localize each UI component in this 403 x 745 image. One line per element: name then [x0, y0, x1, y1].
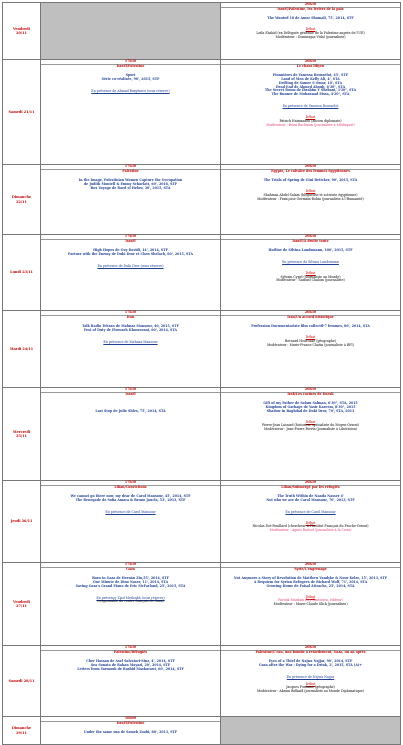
presence-note: En présence de Mahnaz Mansour — [103, 339, 158, 344]
slot-time: 20h30 — [304, 164, 317, 168]
spacer — [223, 183, 398, 187]
spacer — [223, 109, 398, 113]
session-1730 — [41, 3, 221, 60]
slot-body — [41, 320, 220, 346]
film-listing: Saving Gaza's Grand Piano de Eric McFarland, 25', 2015, STA — [75, 583, 186, 588]
slot-body — [221, 490, 400, 534]
presence-note: En présence de Duki Dror (sous réserve) — [97, 263, 164, 268]
day-label: Samedi 28/11 — [3, 646, 41, 717]
spacer — [223, 329, 398, 333]
slot-body — [221, 244, 400, 285]
slot-theme: Le chaos libyen — [296, 63, 325, 68]
spacer — [223, 253, 398, 257]
film-listing: Série co-réalisée, 90', 2015, STF — [101, 76, 160, 81]
film-listing: Gaza after the War : Dying for a Drink, 2', 2015, STA (A)+ — [259, 662, 362, 667]
guest-name: Shahinaz Abdel Salam (blogueuse et activiste égyptienne) — [263, 192, 358, 197]
slot-theme: Palestine/L'eau, une bombe à retardement, Gaza, un an après — [255, 649, 366, 654]
spacer — [223, 515, 398, 519]
day-label: Lundi 23/11 — [3, 235, 41, 311]
guest-name: Nicolas Dot-Pouillard (chercheur à l'Institut Français du Proche-Orient) — [252, 524, 369, 529]
film-listing: Fest of Duty de Firouzeh Khosrovani, 60', 2014, STA — [83, 327, 178, 332]
session-2030 — [221, 235, 401, 311]
guest-name: Bernard Hourcade (géographe) — [285, 338, 336, 343]
guest-name: Modérateur : Rémi Bachman (journaliste à Médiapart) — [266, 122, 355, 127]
presence-note: En présence de Ahmad Barghouti (sous réserve) — [91, 88, 170, 93]
film-listing: Profession Documentariste film collectif-7 femmes, 80', 2014, STA — [251, 323, 370, 328]
slot-body — [41, 244, 220, 270]
slot-body — [41, 397, 220, 415]
film-listing: Cher Hassan de Asel Salvatori-Sinz, 4', 2014, STF — [86, 658, 175, 663]
slot-theme: Liban/Convictions — [114, 484, 147, 489]
slot-time: 17h30 — [124, 164, 137, 168]
guest-name: Leila Shahid (ex Déléguée générale de la Palestine auprès de l'UE) — [256, 30, 365, 35]
film-listing: de Judith Montell & Emmy Scharlatt, 60', 2016, STF — [83, 181, 178, 186]
schedule-row — [3, 165, 401, 235]
spacer — [223, 265, 398, 269]
slot-theme: Israël/Palestine — [116, 63, 145, 68]
slot-body — [41, 726, 220, 736]
day-label: Vendredi 20/11 — [3, 3, 41, 60]
guest-name: Farouk Mardam Bey (historien, éditeur) — [278, 598, 343, 603]
slot-time: 17h30 — [124, 480, 137, 484]
guest-name: Patrick Haimzadeh (ancien diplomate) — [279, 119, 342, 124]
slot-theme: Iran/Un accord historique — [287, 314, 334, 319]
slot-time: 20h30 — [304, 387, 317, 391]
slot-body — [221, 655, 400, 695]
debate-label: Débat — [305, 334, 316, 339]
film-listing: The Truth Within de Nanda Nasser 4' — [277, 493, 344, 498]
session-1730 — [41, 235, 221, 311]
debate-label: Débat — [305, 681, 316, 686]
schedule-row — [3, 3, 401, 60]
slot-theme: Irak/Les racines de Daesh — [287, 391, 334, 396]
schedule-row — [3, 717, 401, 745]
session-1730 — [41, 481, 221, 563]
debate-label: Débat — [305, 270, 316, 275]
film-listing: We cannot go there now, my dear de Carol Mansour, 45', 2014, STF — [70, 493, 191, 498]
slot-time: 17h30 — [124, 562, 137, 566]
film-listing: Not Anymore a Story of Revolution de Matthew Vandyke & Nour Kelze, 15', 2013, STF — [233, 575, 388, 580]
slot-theme: Israël/Palestine — [116, 720, 145, 725]
session-2030 — [221, 165, 401, 235]
slot-time: 16h00 — [124, 716, 137, 720]
guest-name: Modérateur : Agnès Rotivel (journaliste à la Croix) — [269, 528, 352, 533]
session-2030 — [221, 717, 401, 745]
schedule-body — [3, 3, 401, 745]
film-listing: Gift of my Father de Salam Salman, 6'30", STA, 2015 — [263, 400, 358, 405]
spacer — [43, 503, 218, 507]
slot-body — [221, 69, 400, 129]
film-listing: Kingdom of Garbage de Yasir Kareem, 8'30", 2015 — [265, 404, 356, 409]
film-listing: Growing Home de Faisal Attrache, 25', 2014, STA — [266, 583, 355, 588]
spacer — [43, 589, 218, 593]
spacer — [223, 414, 398, 418]
film-listing: High Hopes de Guy Davidi, 14', 2014, STF — [93, 247, 168, 252]
slot-body — [221, 174, 400, 203]
slot-body — [41, 174, 220, 192]
film-listing: Under the same sun de Sameh Zoabi, 80', 2013, STF — [83, 729, 178, 734]
presence-note: En présence de Carol Mansour — [285, 509, 336, 514]
slot-theme: Israël — [125, 238, 136, 243]
slot-time: 20h30 — [304, 234, 317, 238]
schedule-row — [3, 481, 401, 563]
film-listing: The Renegade de Sofia Amara & Bruno Joucla, 53', 2013, STF — [75, 497, 186, 502]
slot-theme: Israël/À droite toute — [292, 238, 329, 243]
slot-body — [41, 655, 220, 673]
moderator: Modérateur : Jean-Pierre Perrin (journaliste à Libération) — [263, 427, 358, 432]
debate-label: Débat — [305, 520, 316, 525]
moderator: Modérateur : Marie-Claude Slick (journaliste) — [273, 602, 348, 607]
slot-theme: Israël/Palestine, les leviers de la paix — [277, 6, 344, 11]
spacer — [223, 97, 398, 101]
session-1730 — [41, 311, 221, 388]
slot-time: 17h30 — [124, 387, 137, 391]
schedule-row — [3, 60, 401, 165]
slot-theme: Syrie/L'engrenage — [294, 566, 327, 571]
slot-body — [41, 572, 220, 606]
film-listing: Box Voyage de Raed el Helou, 36', 2015, STA — [90, 185, 171, 190]
film-listing: The Wanted 18 de Amer Shomali, 75', 2014, STF — [267, 15, 354, 20]
spacer — [223, 503, 398, 507]
schedule-row — [3, 311, 401, 388]
film-listing: Sport — [125, 72, 136, 77]
film-listing: The Runner de Mohannad Eissa, 4'20", STA — [271, 92, 350, 97]
moderator: Modérateur : Samuel Chalom (journaliste) — [276, 278, 345, 283]
film-listing: A Requiem for Syrian Refugees de Richard Wolf, 71', 2014, STA — [253, 579, 368, 584]
slot-theme: Israël — [125, 391, 136, 396]
film-listing: Shadow in Baghdad de Duki Dror, 70', STA, 2013 — [266, 408, 355, 413]
slot-theme: Egypte, Le calvaire des femmes égyptiennes — [271, 168, 350, 173]
presence-note: En présence de Vanessa Rousselot — [282, 104, 339, 109]
slot-body — [221, 12, 400, 41]
slot-body — [221, 572, 400, 608]
guest-name: (responsable du centre français de Gaza) — [97, 599, 164, 604]
film-listing: Talk Radio Tehran de Mahnaz Mansour, 40, 2015, STF — [82, 323, 179, 328]
presence-note: En présence de Silvina Landsmann — [282, 259, 339, 264]
schedule-row — [3, 563, 401, 646]
moderator: Modérateur : Akram Belkaïd (journaliste au Monde Diplomatique) — [257, 689, 364, 694]
film-listing: The Trials of Spring de Gini Reticker, 90', 2015, STA — [263, 177, 358, 182]
session-2030 — [221, 563, 401, 646]
presence-note: En présence Ziad Medoukh (sous réserve) — [96, 595, 165, 600]
film-listing: Land of Men de Kelly Ali, 4', STA — [281, 76, 340, 81]
day-label: Dimanche 29/11 — [3, 717, 41, 745]
film-listing: One Minute de Dina Naser, 11', 2014, STA — [92, 579, 169, 584]
spacer — [223, 589, 398, 593]
session-2030 — [221, 60, 401, 165]
slot-time: 17h30 — [124, 310, 137, 314]
session-1730 — [41, 165, 221, 235]
schedule-table — [2, 2, 401, 745]
slot-time: 17h30 — [124, 645, 137, 649]
guest-name: Pierre-Jean Luizard (historien, spécialiste du Moyen-Orient) — [261, 423, 360, 428]
film-listing: Dead End de Ahmed Aboub, 6'30", STA — [275, 84, 346, 89]
spacer — [223, 668, 398, 672]
film-listing: Drifting de Samer S Omar, 10', STA — [278, 80, 343, 85]
presence-note: En présence de Najwa Najjar — [286, 674, 335, 679]
film-listing: Not who we are de Carol Mansour, 70', 2013, STF — [266, 497, 355, 502]
film-listing: Partner with the Enemy de Duki Dror et Chen Shelach, 60', 2015, STA — [68, 251, 193, 256]
slot-time: 20h30 — [304, 480, 317, 484]
slot-theme: Gaza — [126, 566, 135, 571]
debate-label: Débat — [305, 188, 316, 193]
session-1730 — [41, 717, 221, 745]
presence-note: En présence de Carol Mansour — [105, 509, 156, 514]
session-1730 — [41, 563, 221, 646]
schedule-row — [3, 388, 401, 481]
slot-theme: Palestine/Réfugiés — [113, 649, 148, 654]
day-label: Mardi 24/11 — [3, 311, 41, 388]
session-2030 — [221, 388, 401, 481]
session-2030 — [221, 481, 401, 563]
session-1730 — [41, 646, 221, 717]
slot-time: 20h30 — [304, 645, 317, 649]
session-2030 — [221, 646, 401, 717]
debate-label: Débat — [305, 419, 316, 424]
slot-body — [221, 397, 400, 433]
film-listing: Hotline de Silvina Landsmann, 100', 2015, STF — [268, 247, 353, 252]
session-2030 — [221, 3, 401, 60]
moderator: Modérateur : Dominique Vidal (journaliste) — [275, 34, 346, 39]
spacer — [43, 257, 218, 261]
day-label: Jeudi 26/11 — [3, 481, 41, 563]
guest-name: Sylvain Cypel (journaliste au Monde) — [280, 274, 341, 279]
slot-time: 20h30 — [304, 2, 317, 6]
slot-body — [41, 490, 220, 516]
slot-theme: Palestine — [122, 168, 139, 173]
day-label: Samedi 21/11 — [3, 60, 41, 165]
slot-time: 20h30 — [304, 562, 317, 566]
film-listing: Letters from Yarmouk de Rashid Masharawi, 60', 2014, STF — [77, 666, 184, 671]
film-listing: The Secret Room de Ibrahim Y Shebani, 3'30", STA — [264, 88, 357, 93]
schedule-row — [3, 646, 401, 717]
day-label: Dimanche 22/11 — [3, 165, 41, 235]
film-listing: Sea Sonata de Rahan Mayazi, 20', 2014, STF — [90, 662, 171, 667]
slot-time: 20h30 — [304, 310, 317, 314]
film-listing: Last Stop de Julie Shles, 75', 2014, STA — [95, 408, 166, 413]
slot-theme: Iran — [126, 314, 135, 319]
session-2030 — [221, 311, 401, 388]
film-listing: In the Image, Palestinian Women Capture the Occupation — [78, 177, 183, 182]
day-label: Vendredi 27/11 — [3, 563, 41, 646]
session-1730 — [41, 388, 221, 481]
spacer — [43, 333, 218, 337]
session-1730 — [41, 60, 221, 165]
guest-name: Jacques Fontaine (géographe) — [286, 685, 335, 690]
film-listing: Born in Gaza de Hernán Zin,55', 2014, STF — [92, 575, 169, 580]
slot-body — [41, 69, 220, 95]
debate-label: Débat — [305, 115, 316, 120]
slot-body — [221, 320, 400, 349]
film-listing: Pionnières de Vanessa Rousselot, 45', STF — [272, 72, 349, 77]
moderator: Modérateur : Marie-France Chatin (journaliste à RFI) — [267, 342, 354, 347]
film-listing: Eyes of a Thief de Najwa Najjar, 90', 2014, STF — [268, 658, 353, 663]
slot-time: 20h30 — [304, 59, 317, 63]
spacer — [223, 21, 398, 25]
slot-time: 17h30 — [124, 234, 137, 238]
spacer — [43, 82, 218, 86]
moderator: Modérateur : Françoise Germain-Robin (journaliste à l'Humanité) — [257, 196, 364, 201]
schedule-row — [3, 235, 401, 311]
debate-label: Débat — [305, 26, 316, 31]
day-label: Mercredi 25/11 — [3, 388, 41, 481]
slot-time: 17h30 — [124, 59, 137, 63]
debate-label: Débat — [305, 594, 316, 599]
slot-theme: Liban/Submergé par les réfugiés — [281, 484, 340, 489]
